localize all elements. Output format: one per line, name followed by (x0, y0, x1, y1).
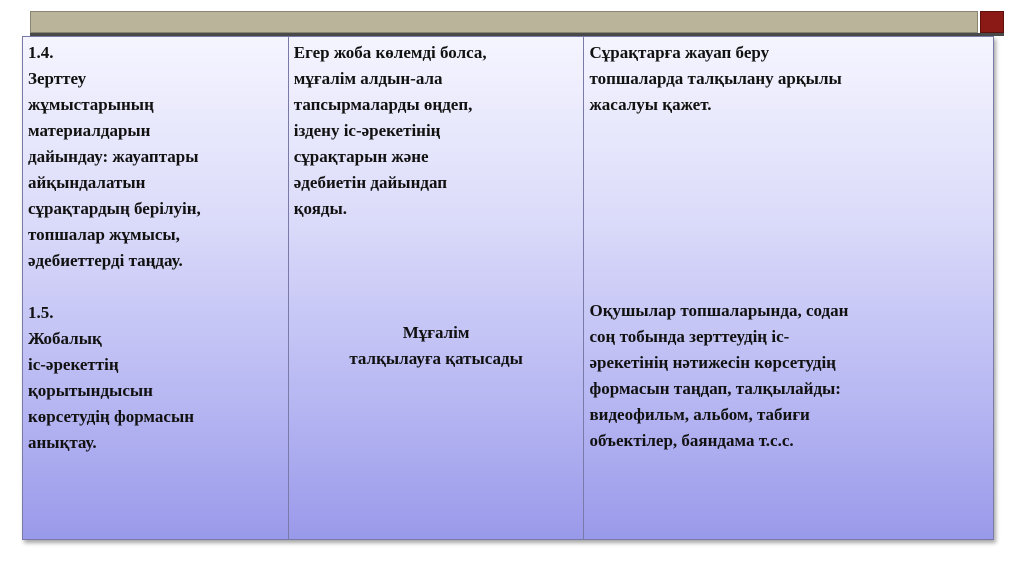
content-table (22, 36, 994, 540)
stage-1-4-text: 1.4. Зерттеу жұмыстарының материалдарын дайындау: жауаптары айқындалатын сұрақтардың берілуін, топшалар жұмысы, әдебиеттерді таңдау. (28, 43, 201, 270)
students-column (584, 37, 994, 540)
title-bar (30, 11, 978, 33)
students-1-5-text: Оқушылар топшаларында, содан соң тобында зерттеудің іс- әрекетінің нәтижесін көрсетудің формасын таңдап, талқылайды: видеофильм, альбом, табиғи объектілер, баяндама т.с.с. (589, 301, 849, 450)
teacher-column (288, 37, 584, 540)
stage-1-5-text: 1.5. Жобалық іс-әрекеттің қорытындысын көрсетудің формасын анықтау. (28, 303, 195, 452)
teacher-1-5-text: Мұғалім талқылауға қатысады (349, 323, 523, 368)
stages-table (22, 36, 994, 540)
accent-square (980, 11, 1004, 33)
students-1-4-text: Сұрақтарға жауап беру топшаларда талқылану арқылы жасалуы қажет. (589, 43, 842, 114)
table-row (23, 37, 994, 540)
teacher-1-4-text: Егер жоба көлемді болса, мұғалім алдын-ала тапсырмаларды өңдеп, іздену іс-әрекетінің сұрақтарын және әдебиетін дайындап қояды. (293, 43, 487, 218)
stage-column (23, 37, 289, 540)
